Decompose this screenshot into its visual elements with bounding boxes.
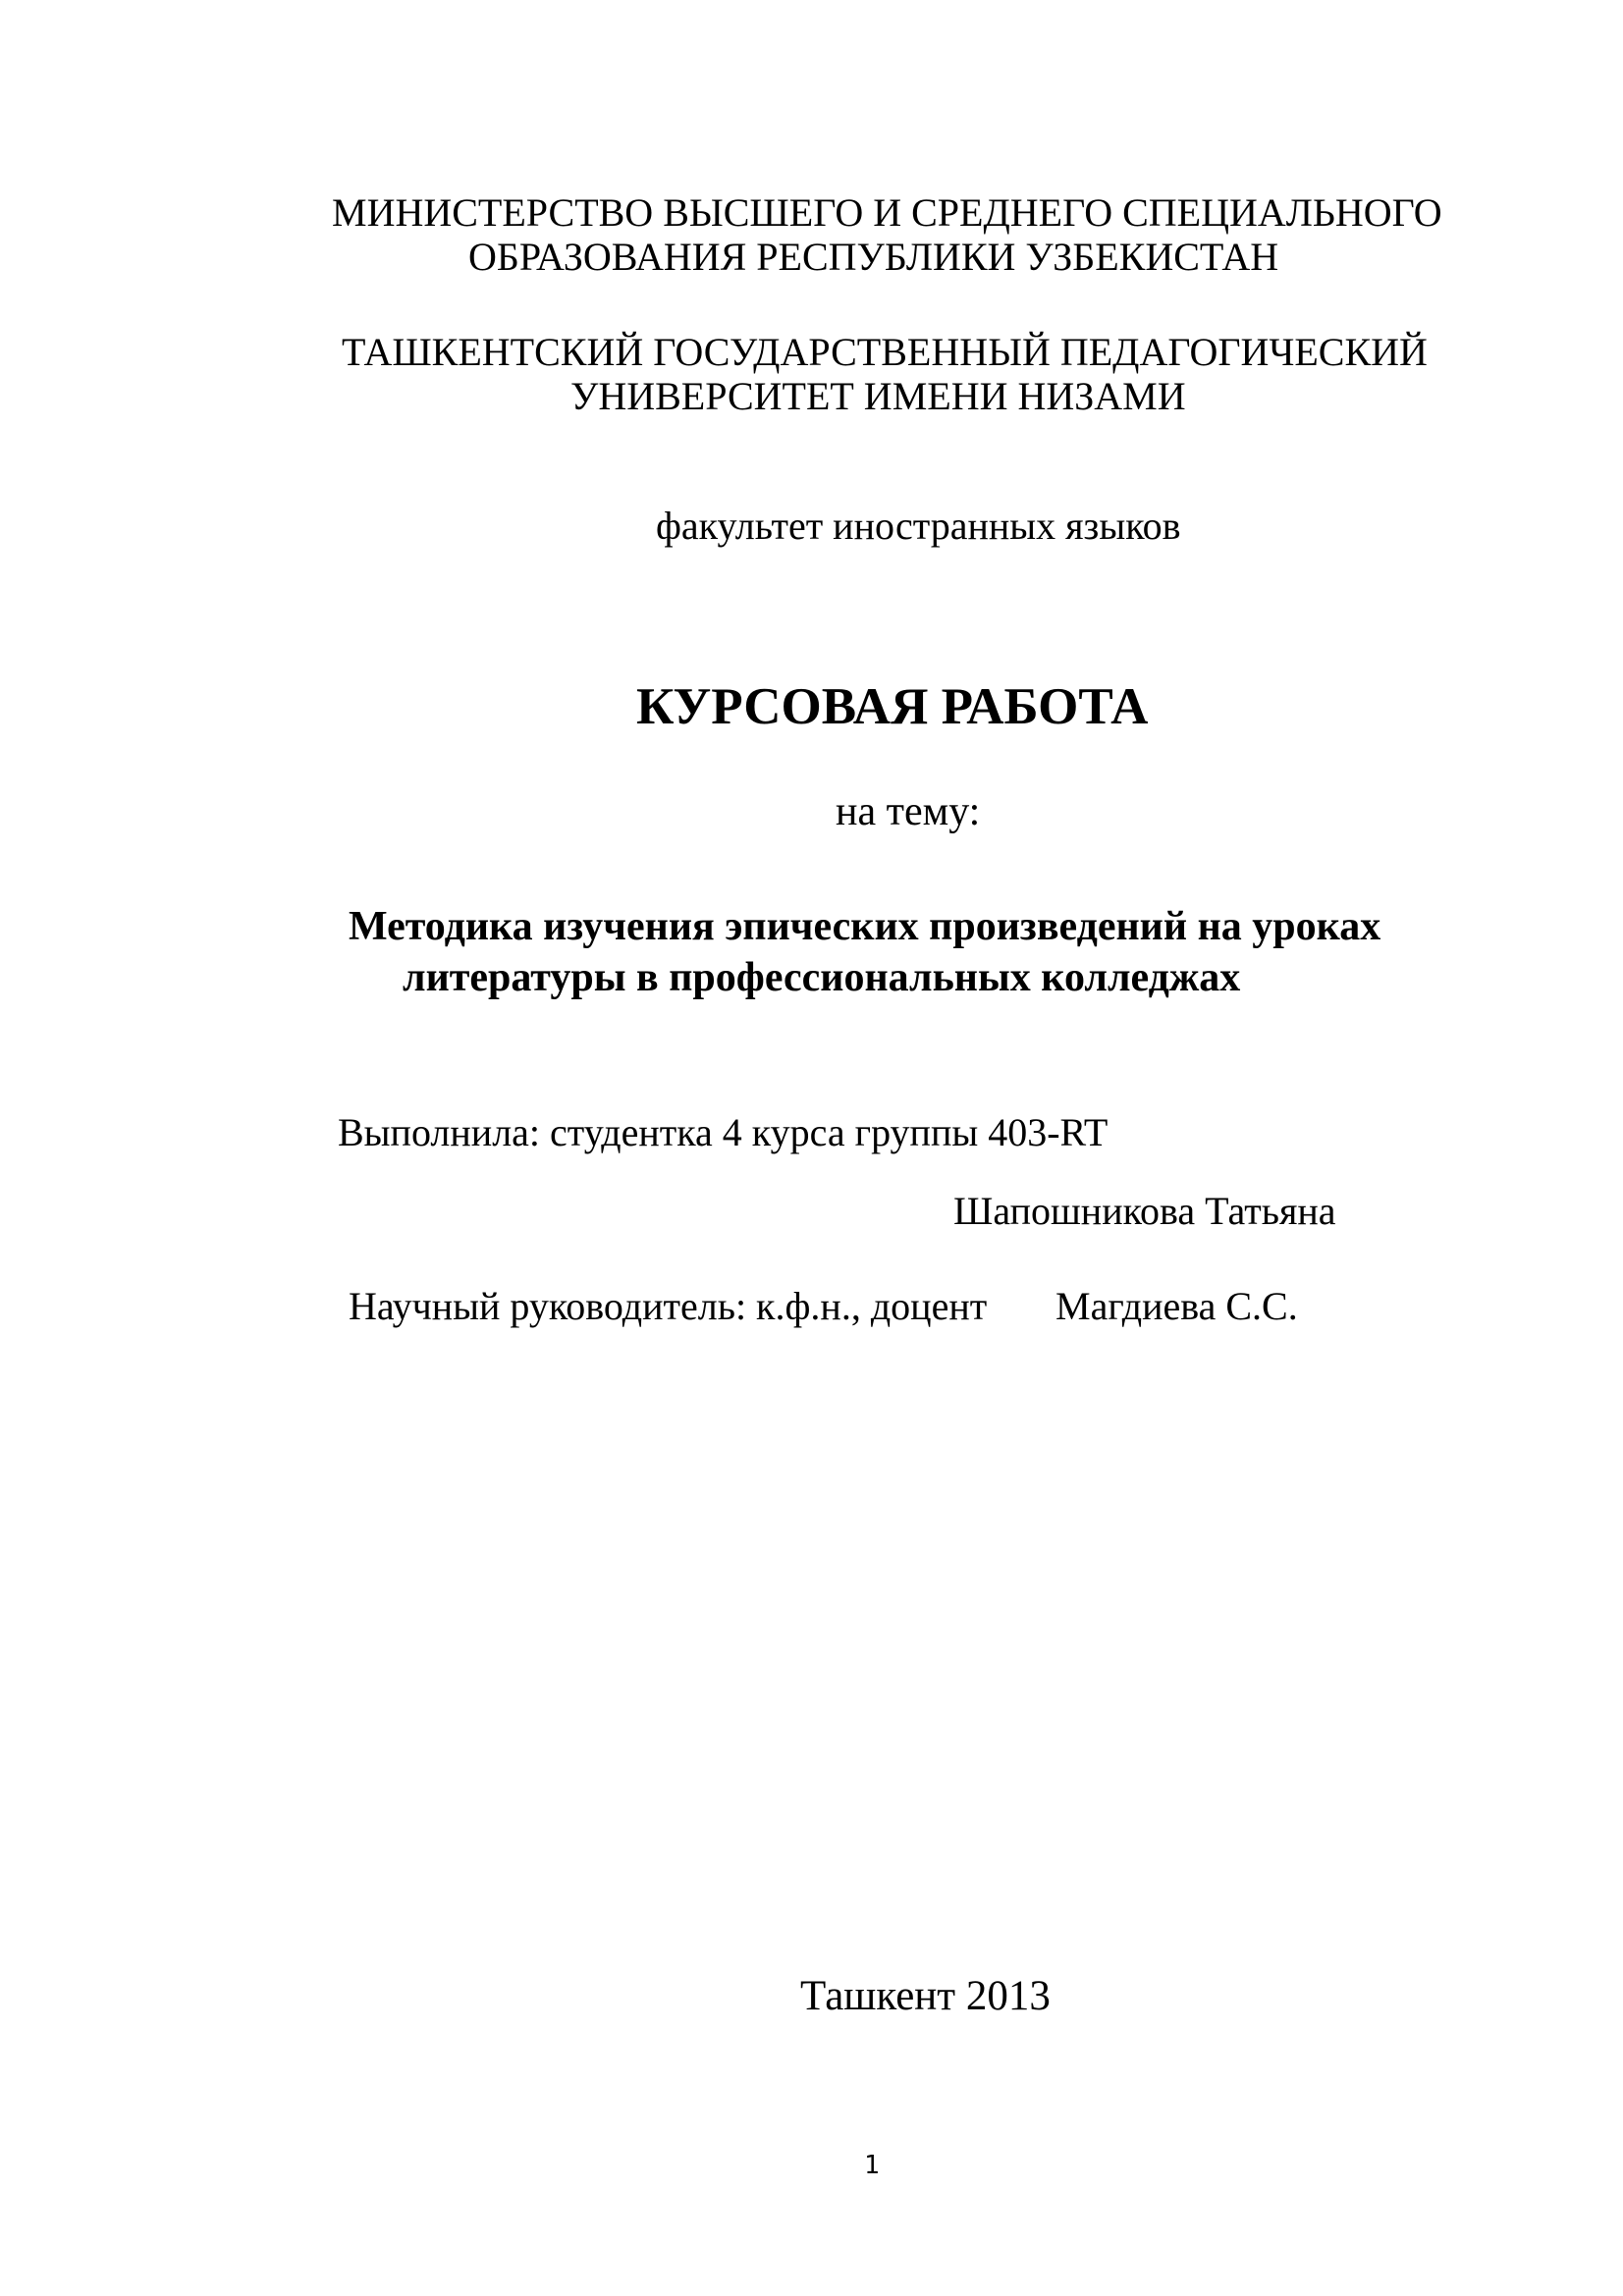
ministry-line-1: МИНИСТЕРСТВО ВЫСШЕГО И СРЕДНЕГО СПЕЦИАЛЬНОГО — [332, 190, 1442, 235]
performed-by-line: Выполнила: студентка 4 курса группы 403-RT — [338, 1110, 1109, 1154]
on-topic-label: на тему: — [836, 789, 981, 834]
topic-title-line-1: Методика изучения эпических произведений на уроках — [349, 904, 1381, 949]
city-year: Ташкент 2013 — [800, 1973, 1051, 2019]
topic-title-line-2: литературы в профессиональных колледжах — [403, 955, 1241, 1000]
student-name: Шапошникова Татьяна — [953, 1189, 1336, 1233]
supervisor-label: Научный руководитель: к.ф.н., доцент — [349, 1284, 988, 1328]
page-number: 1 — [864, 2151, 880, 2180]
faculty-name: факультет иностранных языков — [656, 504, 1181, 548]
document-type-heading: КУРСОВАЯ РАБОТА — [636, 678, 1149, 735]
supervisor-name: Магдиева С.С. — [1055, 1284, 1298, 1328]
university-line-1: ТАШКЕНТСКИЙ ГОСУДАРСТВЕННЫЙ ПЕДАГОГИЧЕСКИЙ — [342, 330, 1428, 374]
university-line-2: УНИВЕРСИТЕТ ИМЕНИ НИЗАМИ — [570, 374, 1186, 418]
ministry-line-2: ОБРАЗОВАНИЯ РЕСПУБЛИКИ УЗБЕКИСТАН — [468, 235, 1279, 279]
